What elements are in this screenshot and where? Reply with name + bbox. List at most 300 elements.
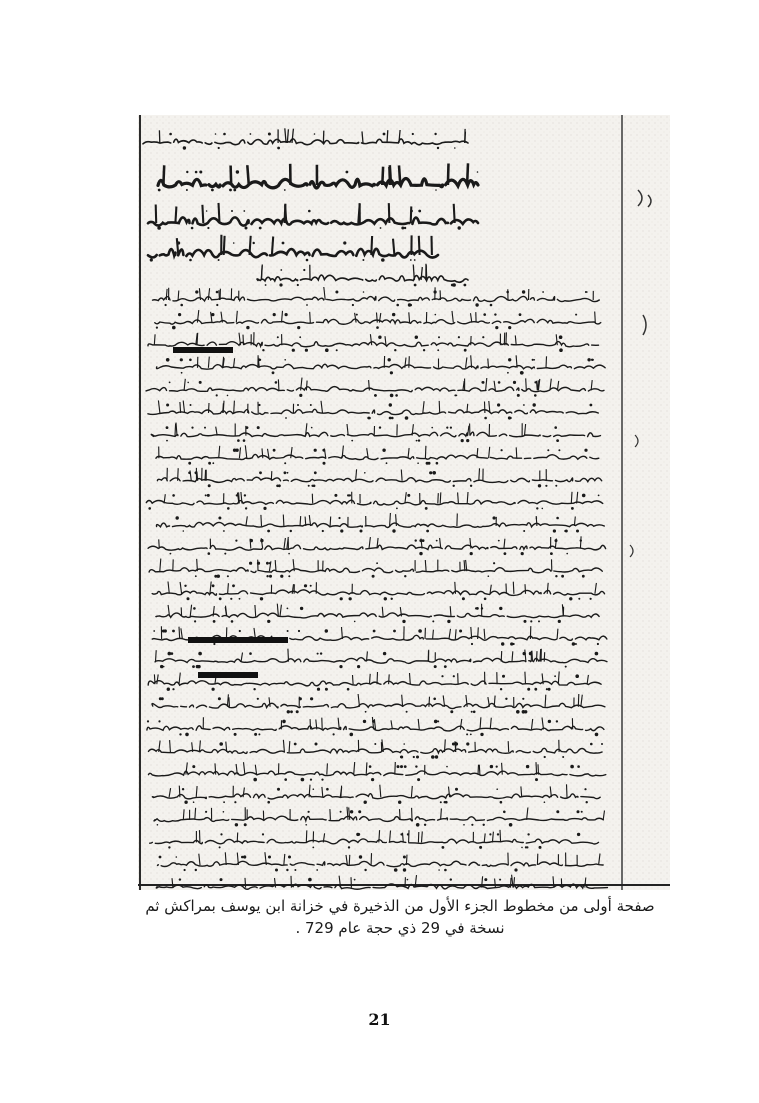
handwriting-stroke bbox=[465, 132, 466, 143]
handwriting-dot bbox=[490, 765, 493, 768]
handwriting-dot bbox=[407, 879, 409, 881]
handwriting-dot bbox=[169, 382, 171, 384]
handwriting-stroke bbox=[399, 165, 400, 185]
handwriting-dot bbox=[586, 801, 588, 803]
handwriting-dot bbox=[257, 426, 260, 429]
handwriting-stroke bbox=[327, 763, 328, 774]
handwriting-dot bbox=[501, 449, 503, 451]
handwriting-stroke bbox=[289, 741, 290, 752]
handwriting-dot bbox=[172, 630, 175, 633]
handwriting-stroke bbox=[272, 237, 273, 256]
handwriting-stroke bbox=[409, 356, 410, 368]
handwriting-dot bbox=[402, 620, 405, 623]
handwriting-stroke bbox=[370, 674, 371, 684]
handwriting-dot bbox=[523, 652, 526, 655]
handwriting-dot bbox=[510, 642, 513, 645]
handwriting-dot bbox=[218, 517, 221, 520]
handwriting-stroke bbox=[464, 560, 465, 571]
handwriting-dot bbox=[584, 449, 587, 452]
handwriting-dot bbox=[407, 494, 410, 497]
caption-line-2: نسخة في 29 ذي حجة عام 729 . bbox=[295, 919, 505, 937]
handwriting-dot bbox=[575, 314, 577, 316]
handwriting-dot bbox=[390, 394, 394, 398]
handwriting-dot bbox=[536, 507, 538, 509]
handwriting-dot bbox=[363, 720, 366, 723]
handwriting-dot bbox=[590, 743, 593, 746]
handwriting-dot bbox=[516, 710, 520, 714]
handwriting-dot bbox=[463, 824, 465, 826]
handwriting-dot bbox=[241, 856, 244, 859]
handwriting-dot bbox=[429, 471, 432, 474]
handwriting-dot bbox=[496, 788, 498, 790]
handwriting-stroke bbox=[400, 809, 401, 820]
handwriting-dot bbox=[359, 855, 362, 858]
handwriting-stroke bbox=[371, 236, 372, 255]
handwriting-dot bbox=[499, 879, 501, 881]
handwriting-dot bbox=[164, 629, 167, 632]
handwriting-dot bbox=[432, 471, 436, 475]
handwriting-stroke bbox=[390, 513, 391, 526]
handwriting-dot bbox=[285, 417, 287, 419]
handwriting-dot bbox=[212, 462, 214, 464]
handwriting-dot bbox=[284, 462, 286, 464]
handwriting-dot bbox=[237, 439, 240, 442]
handwriting-dot bbox=[441, 675, 443, 677]
handwriting-dot bbox=[388, 359, 390, 361]
handwriting-dot bbox=[294, 869, 296, 871]
handwriting-dot bbox=[412, 133, 414, 135]
handwriting-dot bbox=[229, 189, 232, 192]
handwriting-dot bbox=[434, 720, 438, 724]
handwriting-dot bbox=[453, 485, 455, 487]
handwriting-dot bbox=[386, 462, 388, 464]
handwriting-dot bbox=[258, 358, 261, 361]
handwriting-dot bbox=[317, 688, 320, 691]
handwriting-dot bbox=[161, 697, 164, 700]
handwriting-dot bbox=[260, 597, 263, 600]
handwriting-dot bbox=[172, 688, 174, 690]
handwriting-dot bbox=[249, 562, 252, 565]
handwriting-dot bbox=[580, 539, 582, 541]
handwriting-stroke bbox=[512, 651, 513, 661]
handwriting-dot bbox=[584, 788, 586, 790]
handwriting-dot bbox=[218, 147, 220, 149]
handwriting-dot bbox=[425, 507, 428, 510]
handwriting-stroke bbox=[234, 401, 235, 413]
handwriting-dot bbox=[213, 643, 215, 645]
handwriting-dot bbox=[550, 552, 553, 555]
handwriting-stroke bbox=[306, 381, 307, 391]
handwriting-dot bbox=[287, 472, 289, 474]
handwriting-dot bbox=[334, 494, 337, 497]
handwriting-dot bbox=[452, 743, 455, 746]
handwriting-dot bbox=[556, 810, 559, 813]
handwriting-dot bbox=[577, 765, 580, 768]
handwriting-dot bbox=[310, 697, 313, 700]
handwriting-stroke bbox=[215, 763, 216, 774]
handwriting-dot bbox=[414, 284, 417, 287]
handwriting-dot bbox=[184, 869, 186, 871]
handwriting-dot bbox=[527, 833, 529, 835]
handwriting-dot bbox=[227, 507, 230, 510]
handwriting-dot bbox=[398, 801, 401, 804]
handwriting-dot bbox=[214, 575, 217, 578]
handwriting-dot bbox=[475, 607, 477, 609]
handwriting-dot bbox=[322, 449, 325, 452]
handwriting-dot bbox=[544, 801, 546, 803]
handwriting-dot bbox=[205, 811, 207, 813]
handwriting-dot bbox=[235, 823, 238, 826]
handwriting-dot bbox=[176, 516, 179, 519]
handwriting-dot bbox=[493, 516, 496, 519]
handwriting-dot bbox=[459, 630, 462, 633]
handwriting-dot bbox=[521, 847, 523, 849]
handwriting-stroke bbox=[409, 312, 410, 322]
handwriting-dot bbox=[212, 584, 215, 587]
handwriting-dot bbox=[300, 607, 303, 610]
handwriting-dot bbox=[534, 688, 537, 691]
handwriting-dot bbox=[230, 598, 232, 600]
handwriting-dot bbox=[224, 553, 226, 555]
handwriting-dot bbox=[368, 417, 371, 420]
handwriting-stroke bbox=[219, 290, 220, 300]
handwriting-dot bbox=[357, 833, 360, 836]
handwriting-dot bbox=[253, 778, 257, 782]
handwriting-dot bbox=[455, 788, 458, 791]
handwriting-dot bbox=[544, 756, 546, 758]
handwriting-dot bbox=[530, 620, 532, 622]
handwriting-dot bbox=[396, 508, 398, 510]
handwriting-stroke bbox=[467, 492, 468, 503]
handwriting-dot bbox=[266, 562, 269, 565]
handwriting-stroke bbox=[349, 855, 350, 865]
handwriting-stroke bbox=[537, 381, 538, 391]
handwriting-dot bbox=[408, 303, 411, 306]
handwriting-dot bbox=[299, 697, 302, 700]
handwriting-dot bbox=[400, 756, 402, 758]
handwriting-dot bbox=[266, 575, 268, 577]
handwriting-dot bbox=[156, 327, 158, 329]
handwriting-dot bbox=[569, 597, 572, 600]
handwriting-dot bbox=[497, 403, 500, 406]
handwriting-dot bbox=[559, 348, 563, 352]
handwriting-stroke bbox=[396, 514, 397, 526]
handwriting-dot bbox=[350, 733, 354, 737]
handwriting-dot bbox=[364, 472, 366, 474]
handwriting-dot bbox=[554, 675, 556, 677]
handwriting-dot bbox=[481, 381, 483, 383]
handwriting-dot bbox=[179, 733, 181, 735]
handwriting-dot bbox=[484, 417, 487, 420]
handwriting-dot bbox=[471, 643, 473, 645]
handwriting-dot bbox=[432, 620, 434, 622]
handwriting-dot bbox=[509, 823, 513, 827]
handwriting-dot bbox=[404, 765, 407, 768]
handwriting-dot bbox=[435, 189, 437, 191]
handwriting-dot bbox=[163, 171, 165, 173]
handwriting-stroke bbox=[545, 695, 546, 707]
handwriting-dot bbox=[354, 621, 356, 623]
handwriting-dot bbox=[477, 171, 479, 173]
handwriting-dot bbox=[245, 507, 247, 509]
handwriting-dot bbox=[497, 833, 499, 835]
handwriting-stroke bbox=[455, 629, 456, 639]
handwriting-dot bbox=[522, 290, 525, 293]
handwriting-dot bbox=[538, 484, 541, 487]
handwriting-dot bbox=[268, 620, 270, 622]
handwriting-dot bbox=[188, 462, 191, 465]
handwriting-dot bbox=[505, 698, 507, 700]
handwriting-dot bbox=[483, 313, 486, 316]
handwriting-dot bbox=[276, 485, 279, 488]
handwriting-dot bbox=[416, 823, 420, 827]
handwriting-dot bbox=[582, 575, 585, 578]
handwriting-dot bbox=[453, 675, 455, 677]
handwriting-dot bbox=[582, 494, 586, 498]
handwriting-dot bbox=[288, 575, 290, 577]
handwriting-stroke bbox=[261, 265, 262, 281]
handwriting-stroke bbox=[571, 492, 572, 504]
handwriting-dot bbox=[396, 304, 399, 307]
handwriting-dot bbox=[219, 846, 221, 848]
handwriting-stroke bbox=[557, 629, 558, 639]
handwriting-dot bbox=[294, 743, 297, 746]
handwriting-dot bbox=[490, 304, 493, 307]
manuscript-scan bbox=[138, 115, 670, 890]
handwriting-dot bbox=[211, 189, 214, 192]
handwriting-dot bbox=[444, 665, 447, 668]
handwriting-dot bbox=[313, 485, 316, 488]
handwriting-dot bbox=[234, 801, 236, 803]
handwriting-stroke bbox=[183, 809, 184, 820]
handwriting-dot bbox=[595, 733, 599, 737]
handwriting-dot bbox=[424, 824, 426, 826]
handwriting-dot bbox=[304, 584, 307, 587]
handwriting-stroke bbox=[389, 203, 390, 223]
handwriting-dot bbox=[508, 358, 511, 361]
handwriting-dot bbox=[192, 765, 195, 768]
handwriting-stroke bbox=[231, 166, 232, 186]
handwriting-dot bbox=[275, 869, 278, 872]
handwriting-stroke bbox=[439, 401, 440, 413]
handwriting-stroke bbox=[422, 831, 423, 842]
handwriting-dot bbox=[376, 326, 379, 329]
handwriting-dot bbox=[601, 743, 603, 745]
handwriting-dot bbox=[495, 326, 498, 329]
handwriting-dot bbox=[178, 313, 181, 316]
handwriting-dot bbox=[186, 171, 188, 173]
handwriting-stroke bbox=[377, 672, 378, 684]
handwriting-dot bbox=[534, 394, 537, 397]
handwriting-dot bbox=[455, 742, 458, 745]
handwriting-dot bbox=[287, 608, 289, 610]
handwriting-dot bbox=[170, 553, 172, 555]
handwriting-dot bbox=[280, 575, 283, 578]
handwriting-dot bbox=[470, 485, 472, 487]
handwriting-stroke bbox=[578, 694, 579, 707]
handwriting-dot bbox=[437, 147, 439, 149]
handwriting-dot bbox=[195, 471, 198, 474]
handwriting-stroke bbox=[500, 830, 501, 843]
handwriting-dot bbox=[561, 575, 564, 578]
handwriting-dot bbox=[418, 439, 420, 441]
handwriting-stroke bbox=[243, 335, 244, 346]
handwriting-dot bbox=[555, 485, 557, 487]
handwriting-stroke bbox=[255, 605, 256, 616]
handwriting-dot bbox=[548, 720, 551, 723]
handwriting-dot bbox=[526, 846, 528, 848]
handwriting-stroke bbox=[484, 629, 485, 639]
handwriting-dot bbox=[207, 494, 210, 497]
handwriting-stroke bbox=[450, 606, 451, 616]
handwriting-dot bbox=[259, 227, 262, 230]
handwriting-stroke bbox=[205, 470, 206, 481]
handwriting-stroke bbox=[250, 236, 251, 255]
handwriting-dot bbox=[253, 688, 255, 690]
handwriting-dot bbox=[253, 242, 255, 244]
handwriting-dot bbox=[193, 801, 195, 803]
handwriting-stroke bbox=[197, 559, 198, 571]
handwriting-dot bbox=[587, 358, 590, 361]
handwriting-dot bbox=[479, 846, 482, 849]
handwriting-dot bbox=[556, 439, 559, 442]
handwriting-dot bbox=[233, 189, 236, 192]
handwriting-dot bbox=[350, 810, 353, 813]
handwriting-stroke bbox=[154, 674, 155, 684]
handwriting-stroke bbox=[379, 830, 380, 842]
handwriting-dot bbox=[312, 847, 314, 849]
handwriting-dot bbox=[360, 530, 363, 533]
handwriting-dot bbox=[191, 427, 193, 429]
handwriting-dot bbox=[431, 755, 435, 759]
handwriting-dot bbox=[235, 449, 238, 452]
handwriting-dot bbox=[558, 449, 560, 451]
handwriting-dot bbox=[314, 449, 317, 452]
handwriting-dot bbox=[555, 539, 558, 542]
handwriting-stroke bbox=[382, 167, 383, 185]
handwriting-dot bbox=[311, 427, 313, 429]
handwriting-stroke bbox=[288, 649, 289, 662]
handwriting-dot bbox=[381, 258, 385, 262]
handwriting-dot bbox=[464, 349, 467, 352]
handwriting-dot bbox=[415, 336, 418, 339]
handwriting-dot bbox=[246, 426, 249, 429]
handwriting-dot bbox=[529, 652, 533, 656]
handwriting-dot bbox=[317, 653, 319, 655]
handwriting-stroke bbox=[278, 379, 279, 390]
handwriting-dot bbox=[287, 710, 290, 713]
handwriting-dot bbox=[436, 462, 439, 465]
handwriting-stroke bbox=[440, 492, 441, 503]
handwriting-dot bbox=[277, 147, 280, 150]
handwriting-dot bbox=[349, 494, 351, 496]
handwriting-dot bbox=[172, 326, 176, 330]
handwriting-dot bbox=[483, 824, 485, 826]
handwriting-stroke bbox=[508, 741, 509, 752]
handwriting-dot bbox=[570, 765, 574, 769]
handwriting-dot bbox=[358, 810, 361, 813]
handwriting-dot bbox=[466, 733, 468, 735]
handwriting-dot bbox=[336, 349, 338, 351]
handwriting-stroke bbox=[159, 539, 160, 548]
handwriting-stroke bbox=[310, 312, 311, 323]
handwriting-dot bbox=[166, 426, 169, 429]
handwriting-dot bbox=[527, 688, 530, 691]
handwriting-stroke bbox=[495, 879, 496, 888]
handwriting-dot bbox=[500, 688, 502, 690]
handwriting-dot bbox=[373, 630, 376, 633]
handwriting-stroke bbox=[247, 165, 249, 185]
handwriting-dot bbox=[514, 868, 517, 871]
handwriting-stroke bbox=[175, 424, 176, 436]
handwriting-dot bbox=[507, 372, 509, 374]
handwriting-dot bbox=[418, 629, 422, 633]
handwriting-stroke bbox=[330, 809, 331, 820]
handwriting-dot bbox=[458, 336, 460, 338]
handwriting-stroke bbox=[175, 207, 176, 224]
handwriting-dot bbox=[148, 507, 151, 510]
handwriting-stroke bbox=[223, 401, 224, 413]
handwriting-stroke bbox=[366, 762, 367, 774]
handwriting-stroke bbox=[478, 765, 479, 775]
handwriting-dot bbox=[199, 381, 202, 384]
handwriting-dot bbox=[165, 304, 167, 306]
handwriting-dot bbox=[195, 171, 198, 174]
handwriting-dot bbox=[186, 189, 188, 191]
handwriting-dot bbox=[195, 869, 197, 871]
handwriting-dot bbox=[438, 869, 440, 871]
handwriting-dot bbox=[363, 291, 365, 293]
handwriting-dot bbox=[554, 426, 557, 429]
handwriting-stroke bbox=[595, 312, 596, 323]
handwriting-dot bbox=[394, 868, 398, 872]
handwriting-stroke bbox=[156, 205, 157, 224]
handwriting-dot bbox=[532, 359, 534, 361]
heading-underline bbox=[198, 672, 258, 678]
handwriting-dot bbox=[316, 869, 318, 871]
handwriting-dot bbox=[275, 381, 278, 384]
handwriting-dot bbox=[176, 856, 178, 858]
handwriting-dot bbox=[183, 146, 186, 149]
handwriting-dot bbox=[218, 259, 220, 261]
handwriting-dot bbox=[434, 133, 436, 135]
handwriting-stroke bbox=[178, 291, 179, 301]
handwriting-dot bbox=[296, 710, 299, 713]
handwriting-dot bbox=[351, 440, 353, 442]
handwriting-dot bbox=[489, 833, 491, 835]
handwriting-stroke bbox=[488, 359, 489, 368]
handwriting-stroke bbox=[458, 492, 459, 503]
handwriting-dot bbox=[268, 133, 271, 136]
handwriting-dot bbox=[575, 643, 577, 645]
handwriting-dot bbox=[298, 630, 300, 632]
handwriting-dot bbox=[268, 856, 271, 859]
handwriting-dot bbox=[189, 259, 192, 262]
handwriting-dot bbox=[488, 575, 490, 577]
handwriting-dot bbox=[288, 553, 290, 555]
handwriting-dot bbox=[213, 620, 216, 623]
handwriting-dot bbox=[168, 652, 172, 656]
handwriting-dot bbox=[223, 801, 225, 803]
handwriting-dot bbox=[235, 540, 237, 542]
handwriting-dot bbox=[223, 530, 225, 532]
handwriting-dot bbox=[199, 171, 202, 174]
handwriting-dot bbox=[498, 381, 501, 384]
handwriting-dot bbox=[393, 630, 396, 633]
handwriting-stroke bbox=[262, 448, 263, 458]
handwriting-dot bbox=[185, 733, 189, 737]
handwriting-dot bbox=[166, 404, 169, 407]
